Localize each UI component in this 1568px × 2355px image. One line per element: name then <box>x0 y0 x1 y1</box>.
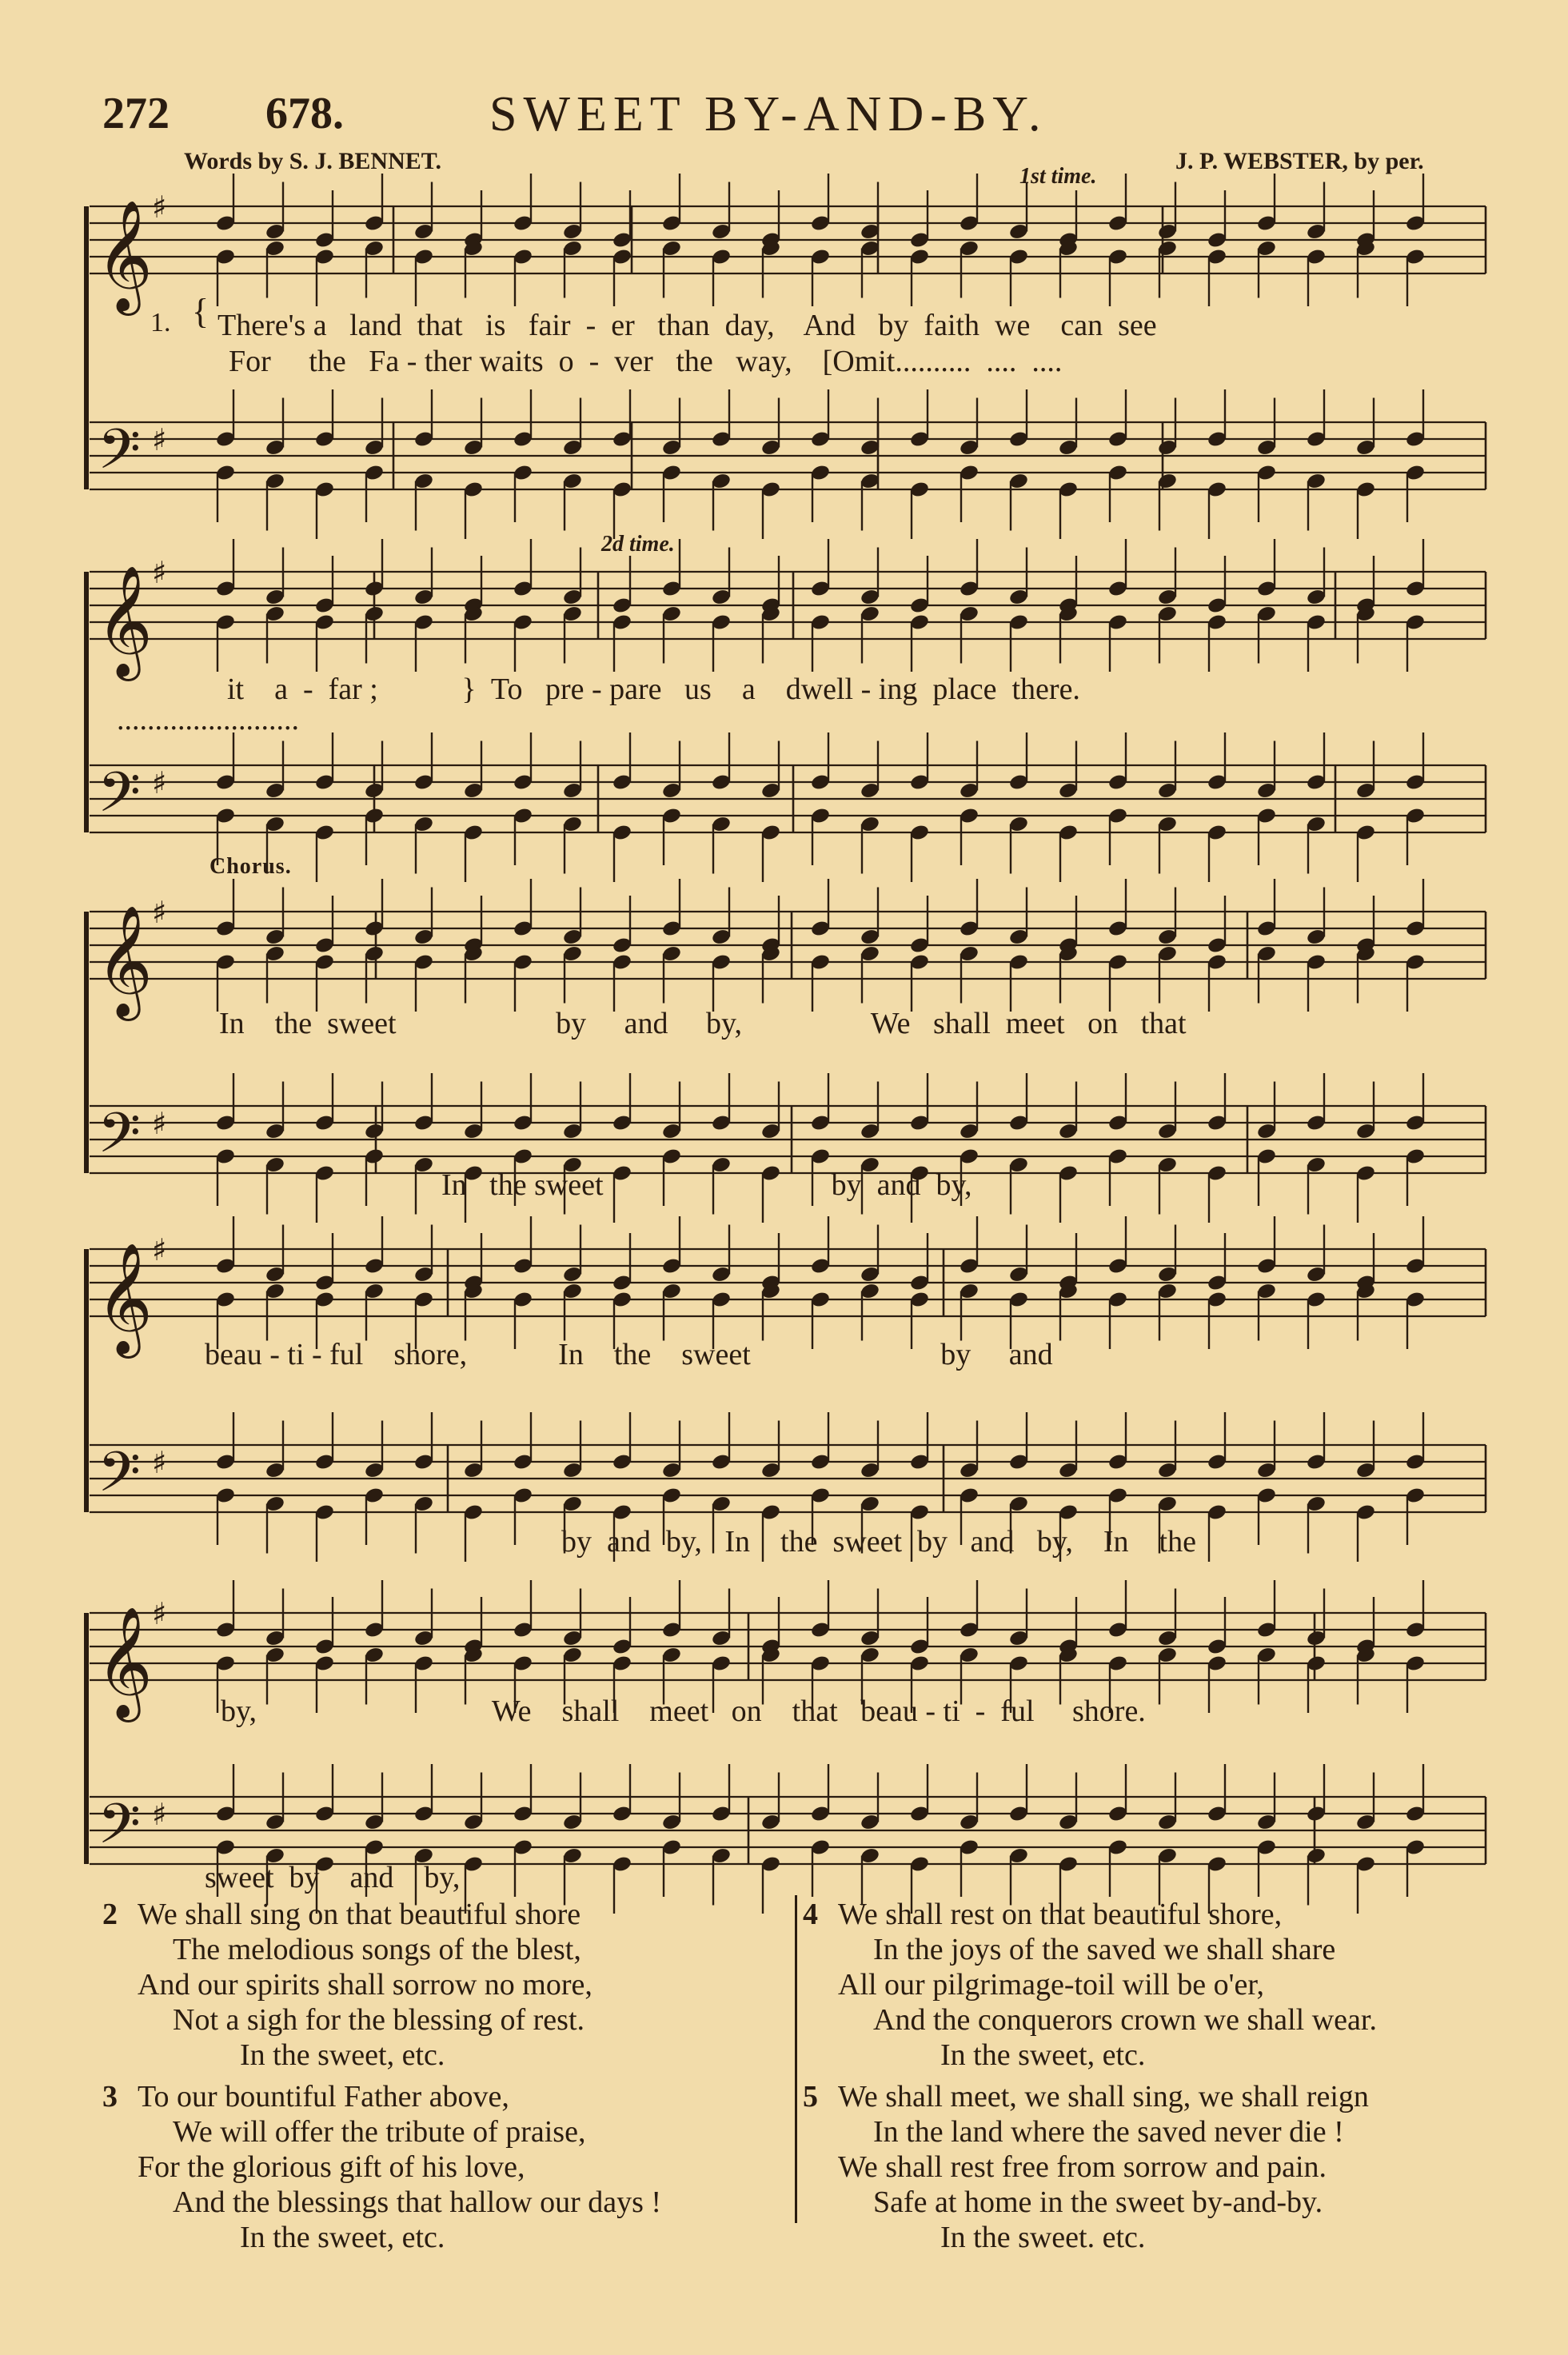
key-signature-sharp: ♯ <box>152 895 167 930</box>
stanza-line: All our pilgrimage-toil will be o'er, <box>838 1968 1264 2002</box>
key-signature-sharp: ♯ <box>152 1232 167 1267</box>
bass-clef: 𝄢 <box>98 1100 142 1179</box>
stanza-divider <box>795 1895 797 2223</box>
stanza-4 <box>803 1897 1522 2073</box>
stanza-line: For the glorious gift of his love, <box>138 2150 525 2184</box>
page-number: 272 <box>102 89 170 138</box>
treble-clef: 𝄞 <box>96 565 153 677</box>
bass-lyrics-line-5: sweet by and by, <box>205 1861 461 1894</box>
lyrics-line-2: it a - far ; } To pre - pare us a dwell - ing place there. <box>227 673 1080 706</box>
stanza-line: We shall meet, we shall sing, we shall reign <box>838 2080 1369 2114</box>
lyrics-line-5: by, We shall meet on that beau - ti - ful shore. <box>221 1694 1146 1728</box>
stanza-line: And our spirits shall sorrow no more, <box>138 1968 592 2002</box>
stanza-number: 5 <box>803 2080 818 2114</box>
lyrics-line-1-verse-a: There's a land that is fair - er than day, And by faith we can see <box>217 309 1157 342</box>
brace: { <box>192 292 209 331</box>
treble-clef: 𝄞 <box>96 200 153 311</box>
stanza-3 <box>102 2079 790 2255</box>
stanza-line: And the conquerors crown we shall wear. <box>873 2003 1377 2037</box>
stanza-column-left <box>102 1897 790 2255</box>
bass-clef: 𝄢 <box>98 417 142 495</box>
bass-clef: 𝄢 <box>98 1439 142 1518</box>
key-signature-sharp: ♯ <box>152 1106 167 1141</box>
lyrics-line-2-omit-dots: ........................ <box>117 703 299 736</box>
first-ending-mark: 1st time. <box>1019 164 1097 189</box>
second-ending-mark: 2d time. <box>601 532 675 557</box>
bass-clef: 𝄢 <box>98 1791 142 1870</box>
stanza-refrain: In the sweet, etc. <box>940 2038 1146 2072</box>
stanza-number: 3 <box>102 2080 118 2114</box>
key-signature-sharp: ♯ <box>152 1596 167 1631</box>
stanza-line: Safe at home in the sweet by-and-by. <box>873 2185 1323 2219</box>
words-credit: Words by S. J. BENNET. <box>184 148 442 174</box>
stanza-line: Not a sigh for the blessing of rest. <box>173 2003 585 2037</box>
stanza-refrain: In the sweet. etc. <box>940 2221 1146 2254</box>
lyrics-line-4: beau - ti - ful shore, In the sweet by and <box>205 1338 1053 1371</box>
stanza-column-right <box>803 1897 1522 2255</box>
treble-clef: 𝄞 <box>96 1607 153 1718</box>
stanza-line: To our bountiful Father above, <box>138 2080 509 2114</box>
treble-clef: 𝄞 <box>96 905 153 1016</box>
bass-lyrics-line-4: by and by, In the sweet by and by, In the <box>561 1525 1196 1559</box>
bass-lyrics-line-3: In the sweet by and by, <box>441 1168 972 1202</box>
hymn-title: SWEET BY-AND-BY. <box>489 87 1047 142</box>
stanza-line: We will offer the tribute of praise, <box>173 2115 586 2149</box>
chorus-label: Chorus. <box>209 854 292 879</box>
stanza-5 <box>803 2079 1522 2255</box>
note-heads <box>215 174 1426 1914</box>
lyrics-line-3: In the sweet by and by, We shall meet on that <box>219 1007 1187 1040</box>
stanza-line: We shall rest free from sorrow and pain. <box>838 2150 1327 2184</box>
stanza-line: We shall sing on that beautiful shore <box>138 1898 581 1931</box>
hymn-number: 678. <box>265 89 344 138</box>
clefs <box>96 190 166 1870</box>
lyrics-line-1-verse-b: For the Fa - ther waits o - ver the way, [Omit.......... .... .... <box>229 345 1063 378</box>
bass-clef: 𝄢 <box>98 760 142 838</box>
key-signature-sharp: ♯ <box>152 422 167 457</box>
treble-clef: 𝄞 <box>96 1243 153 1354</box>
key-signature-sharp: ♯ <box>152 1445 167 1480</box>
key-signature-sharp: ♯ <box>152 555 167 590</box>
stanza-line: In the joys of the saved we shall share <box>873 1933 1336 1966</box>
music-credit: J. P. WEBSTER, by per. <box>1175 148 1424 174</box>
verse-number: 1. <box>150 308 171 337</box>
stanza-line: And the blessings that hallow our days ! <box>173 2185 662 2219</box>
stanza-line: We shall rest on that beautiful shore, <box>838 1898 1283 1931</box>
stanza-refrain: In the sweet, etc. <box>240 2038 445 2072</box>
stanza-refrain: In the sweet, etc. <box>240 2221 445 2254</box>
stanza-line: In the land where the saved never die ! <box>873 2115 1344 2149</box>
stanza-2 <box>102 1897 790 2073</box>
key-signature-sharp: ♯ <box>152 1797 167 1832</box>
stanza-number: 2 <box>102 1898 118 1931</box>
key-signature-sharp: ♯ <box>152 765 167 800</box>
stanza-number: 4 <box>803 1898 818 1931</box>
stanza-line: The melodious songs of the blest, <box>173 1933 581 1966</box>
key-signature-sharp: ♯ <box>152 190 167 225</box>
